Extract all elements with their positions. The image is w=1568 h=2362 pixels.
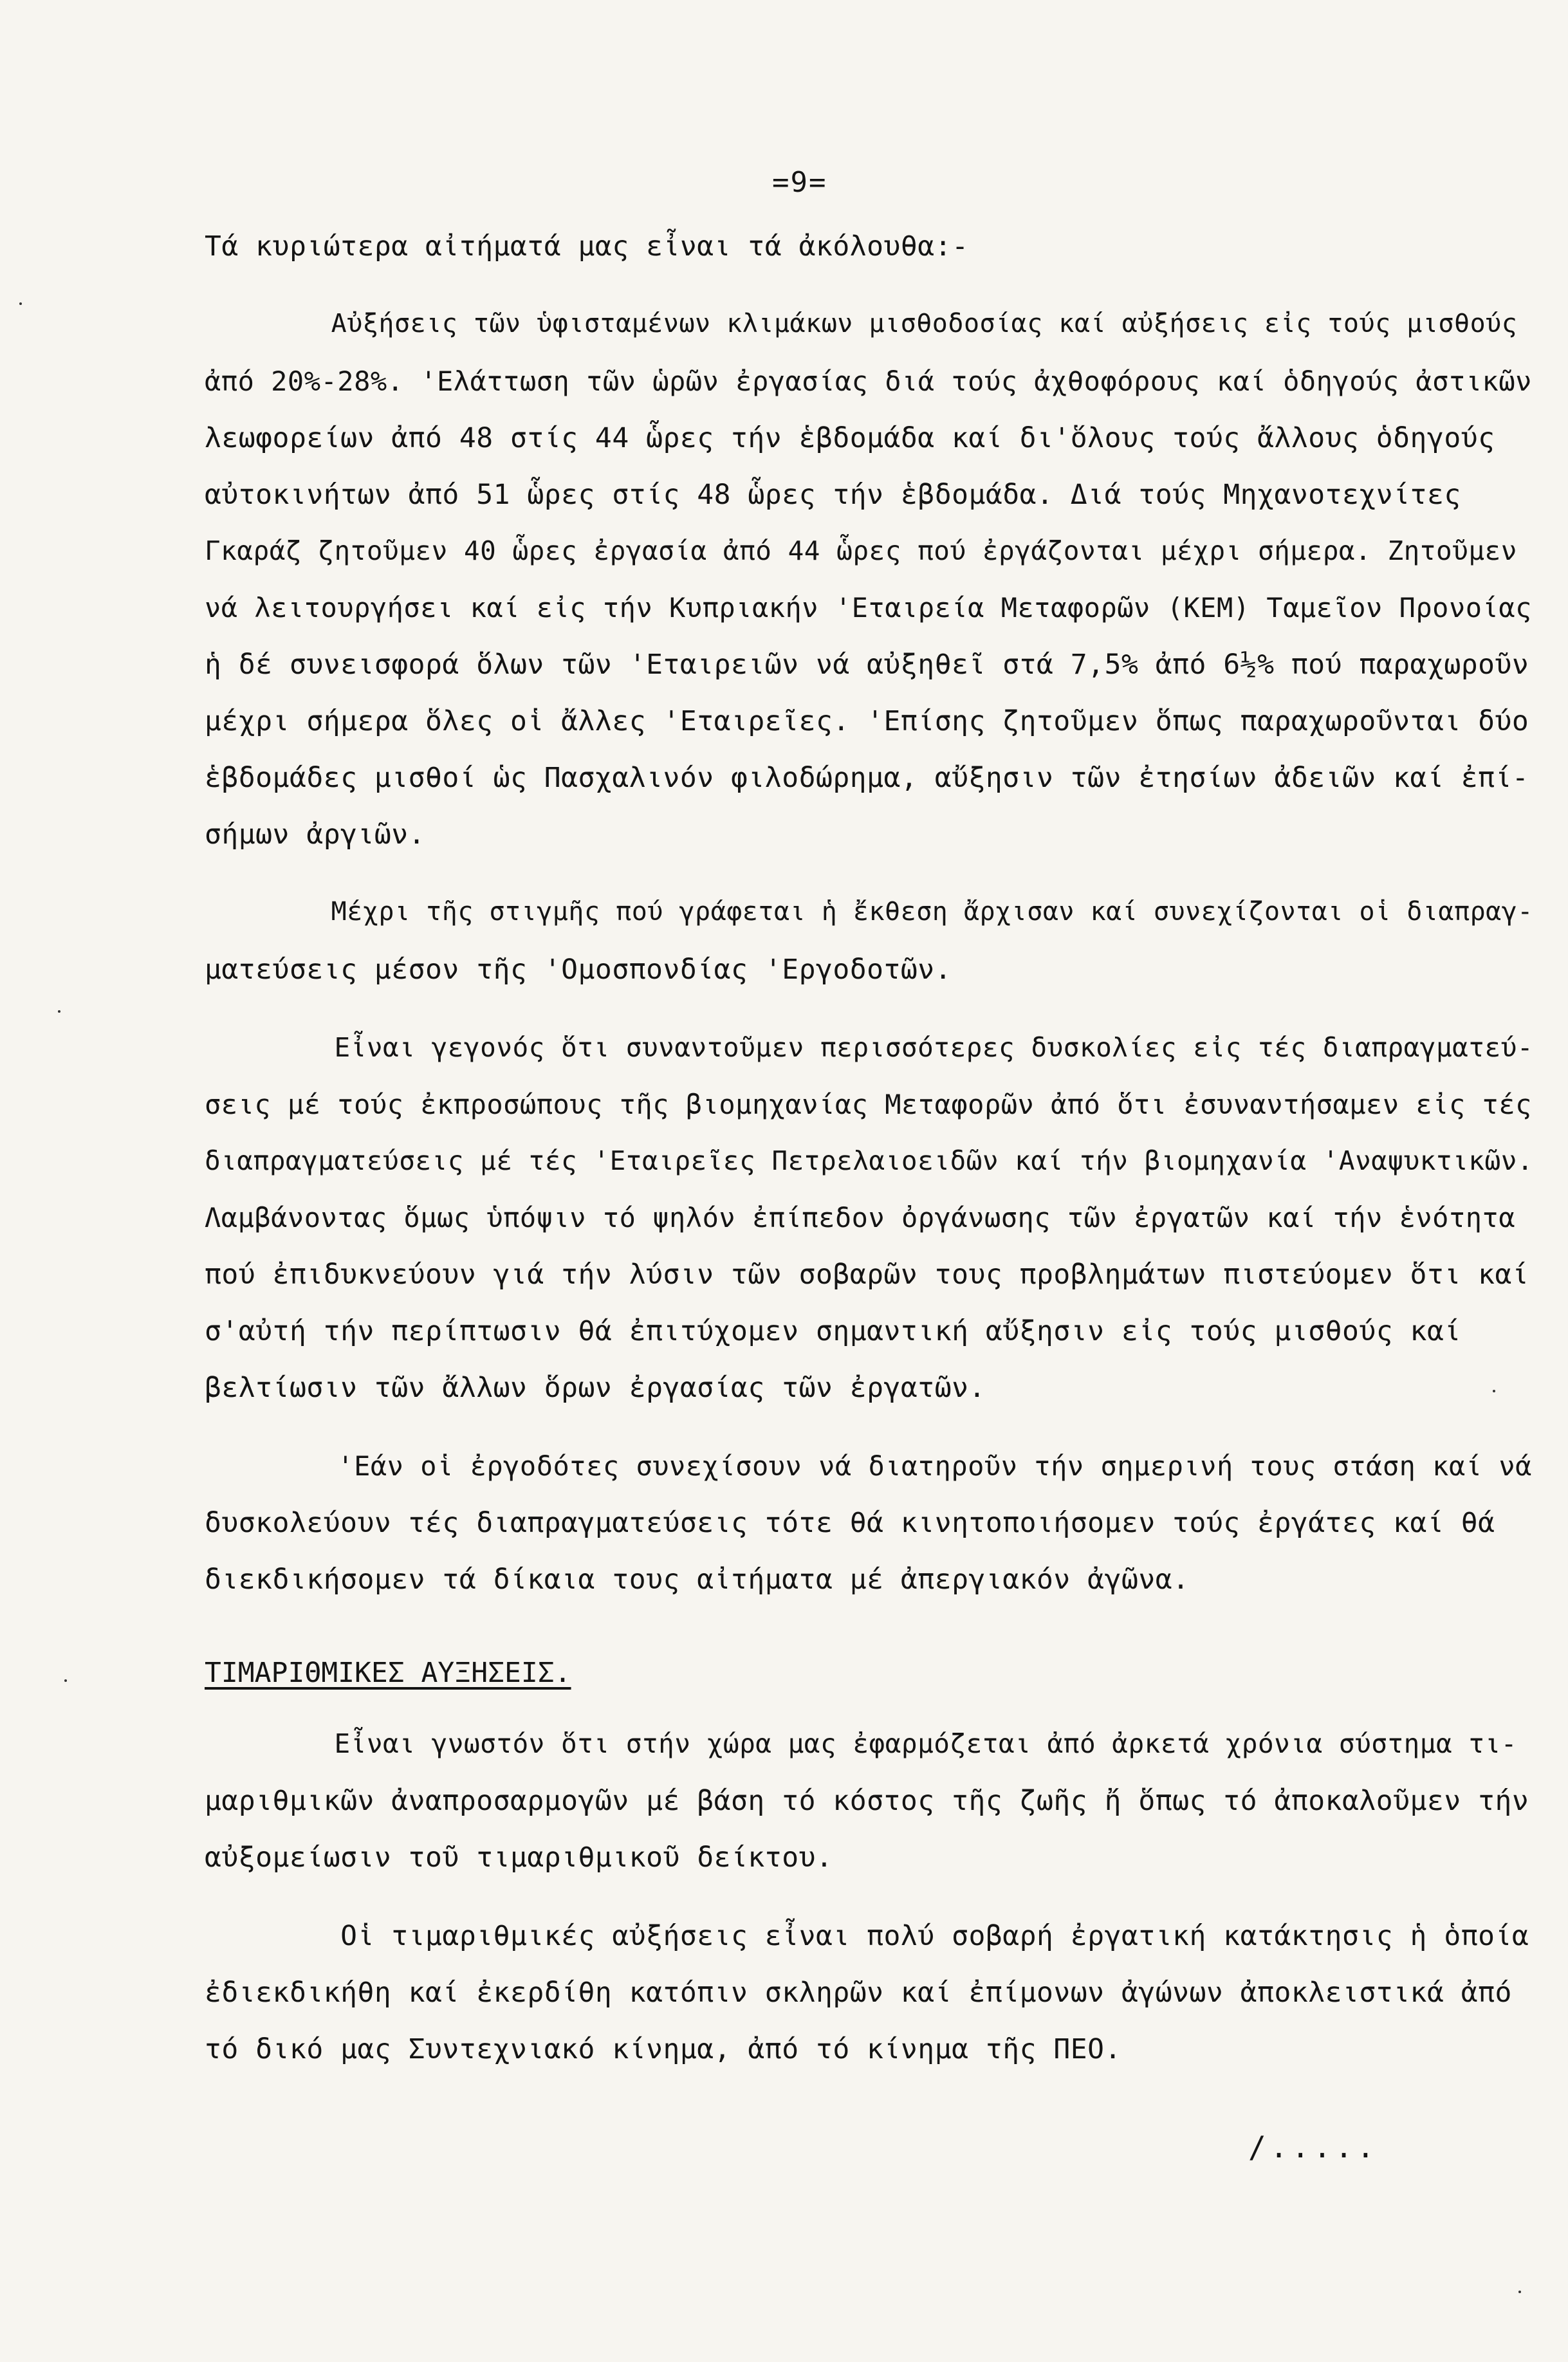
text-line: σήμων ἀργιῶν. xyxy=(205,818,426,851)
text-line: Αὐξήσεις τῶν ὑφισταμένων κλιμάκων μισθοδοσίας καί αὐξήσεις εἰς τούς μισθούς xyxy=(205,309,1518,338)
text-line: σ'αὐτή τήν περίπτωσιν θά ἐπιτύχομεν σημαντική αὔξησιν εἰς τούς μισθούς καί xyxy=(205,1315,1461,1347)
scan-speck xyxy=(64,1679,67,1682)
text-line: Μέχρι τῆς στιγμῆς πού γράφεται ἡ ἔκθεση ἄρχισαν καί συνεχίζονται οἱ διαπραγ- xyxy=(205,897,1533,927)
scan-speck xyxy=(58,1010,60,1013)
text-line: τό δικό μας Συντεχνιακό κίνημα, ἀπό τό κίνημα τῆς ΠΕΟ. xyxy=(205,2033,1121,2065)
page-number: =9= xyxy=(772,166,827,199)
text-line: ματεύσεις μέσον τῆς 'Ομοσπονδίας 'Εργοδοτῶν. xyxy=(205,954,952,986)
text-line: νά λειτουργήσει καί εἰς τήν Κυπριακήν 'Εταιρεία Μεταφορῶν (ΚΕΜ) Ταμεῖον Προνοίας xyxy=(205,592,1532,623)
text-line: Γκαράζ ζητοῦμεν 40 ὧρες ἐργασία ἀπό 44 ὧρες πού ἐργάζονται μέχρι σήμερα. Ζητοῦμεν xyxy=(205,535,1517,566)
text-line: διαπραγματεύσεις μέ τές 'Εταιρεῖες Πετρελαιοειδῶν καί τήν βιομηχανία 'Αναψυκτικῶν. xyxy=(205,1145,1534,1176)
text-line: διεκδικήσομεν τά δίκαια τους αἰτήματα μέ ἀπεργιακόν ἀγῶνα. xyxy=(205,1564,1190,1596)
scan-speck xyxy=(1518,2291,1521,2293)
scan-speck xyxy=(19,302,22,305)
text-line: ἀπό 20%-28%. 'Ελάττωση τῶν ὡρῶν ἐργασίας διά τούς ἀχθοφόρους καί ὁδηγούς ἀστικῶν xyxy=(205,365,1532,397)
text-line: αὐτοκινήτων ἀπό 51 ὧρες στίς 48 ὧρες τήν ἑβδομάδα. Διά τούς Μηχανοτεχνίτες xyxy=(205,479,1461,511)
text-line: αὐξομείωσιν τοῦ τιμαριθμικοῦ δείκτου. xyxy=(205,1841,833,1874)
text-line: Τά κυριώτερα αἰτήματά μας εἶναι τά ἀκόλουθα:- xyxy=(205,230,969,263)
text-line: ἡ δέ συνεισφορά ὅλων τῶν 'Εταιρειῶν νά αὐξηθεῖ στά 7,5% ἀπό 6½% πού παραχωροῦν xyxy=(205,649,1529,681)
text-line: μαριθμικῶν ἀναπροσαρμογῶν μέ βάση τό κόστος τῆς ζωῆς ἤ ὅπως τό ἀποκαλοῦμεν τήν xyxy=(205,1785,1529,1817)
text-line: Εἶναι γνωστόν ὅτι στήν χώρα μας ἐφαρμόζεται ἀπό ἀρκετά χρόνια σύστημα τι- xyxy=(205,1728,1517,1759)
scan-speck xyxy=(1493,1390,1495,1392)
text-line: λεωφορείων ἀπό 48 στίς 44 ὧρες τήν ἑβδομάδα καί δι'ὅλους τούς ἄλλους ὁδηγούς xyxy=(205,422,1495,454)
text-line: ἐδιεκδικήθη καί ἐκερδίθη κατόπιν σκληρῶν καί ἐπίμονων ἀγώνων ἀποκλειστικά ἀπό xyxy=(205,1977,1512,2009)
text-line: πού ἐπιδυκνεύουν γιά τήν λύσιν τῶν σοβαρῶν τους προβλημάτων πιστεύομεν ὅτι καί xyxy=(205,1259,1529,1291)
text-line: μέχρι σήμερα ὅλες οἱ ἄλλες 'Εταιρεῖες. 'Επίσης ζητοῦμεν ὅπως παραχωροῦνται δύο xyxy=(205,705,1529,737)
continuation-mark: /..... xyxy=(1248,2130,1379,2164)
text-line: βελτίωσιν τῶν ἄλλων ὅρων ἐργασίας τῶν ἐργατῶν. xyxy=(205,1372,986,1404)
text-line: Λαμβάνοντας ὅμως ὑπόψιν τό ψηλόν ἐπίπεδον ὀργάνωσης τῶν ἐργατῶν καί τήν ἑνότητα xyxy=(205,1202,1516,1233)
text-line: Οἱ τιμαριθμικές αὐξήσεις εἶναι πολύ σοβαρή ἐργατική κατάκτησις ἡ ὁποία xyxy=(205,1920,1529,1952)
text-line: ἑβδομάδες μισθοί ὡς Πασχαλινόν φιλοδώρημα, αὔξησιν τῶν ἐτησίων ἀδειῶν καί ἐπί- xyxy=(205,762,1529,794)
text-line: δυσκολεύουν τές διαπραγματεύσεις τότε θά κινητοποιήσομεν τούς ἐργάτες καί θά xyxy=(205,1507,1495,1539)
text-line: Εἶναι γεγονός ὅτι συναντοῦμεν περισσότερες δυσκολίες εἰς τές διαπραγματεύ- xyxy=(205,1032,1534,1063)
text-line: 'Εάν οἱ ἐργοδότες συνεχίσουν νά διατηροῦν τήν σημερινή τους στάση καί νά xyxy=(205,1450,1532,1482)
text-line: σεις μέ τούς ἐκπροσώπους τῆς βιομηχανίας Μεταφορῶν ἀπό ὅτι ἐσυναντήσαμεν εἰς τές xyxy=(205,1089,1532,1120)
section-heading: ΤΙΜΑΡΙΘΜΙΚΕΣ ΑΥΞΗΣΕΙΣ. xyxy=(205,1657,571,1689)
